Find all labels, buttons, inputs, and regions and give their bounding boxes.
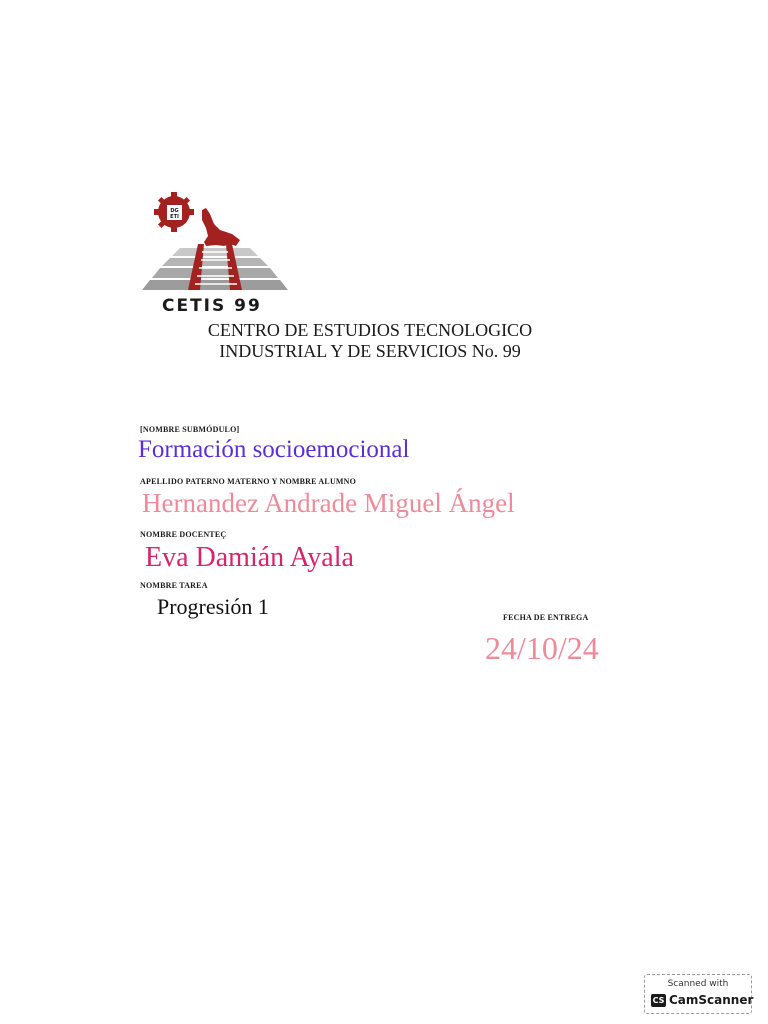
date-label: FECHA DE ENTREGA bbox=[503, 613, 589, 622]
student-label: APELLIDO PATERNO MATERNO Y NOMBRE ALUMNO bbox=[140, 477, 357, 486]
school-name bbox=[160, 320, 580, 362]
teacher-label: NOMBRE DOCENTEÇ bbox=[140, 530, 227, 539]
due-date: 24/10/24 bbox=[485, 630, 599, 666]
gear-icon bbox=[154, 192, 194, 232]
wolf-icon bbox=[202, 208, 240, 246]
svg-text:ETI: ETI bbox=[170, 214, 179, 220]
submodule-value: Formación socioemocional bbox=[138, 436, 410, 463]
watermark-caption: Scanned with bbox=[667, 979, 729, 989]
submodule-label: [NOMBRE SUBMÓDULO] bbox=[140, 425, 240, 434]
task-label: NOMBRE TAREA bbox=[140, 581, 208, 590]
task-name: Progresión 1 bbox=[157, 594, 269, 619]
watermark-brand: CamScanner bbox=[669, 993, 754, 1007]
logo-text: CETIS 99 bbox=[162, 296, 262, 316]
student-name: Hernandez Andrade Miguel Ángel bbox=[142, 488, 515, 518]
school-logo bbox=[140, 190, 290, 320]
school-name-line-1: CENTRO DE ESTUDIOS TECNOLOGICO bbox=[207, 320, 533, 340]
teacher-name: Eva Damián Ayala bbox=[145, 542, 354, 573]
school-name-line-2: INDUSTRIAL Y DE SERVICIOS No. 99 bbox=[219, 341, 521, 361]
logo-graphic bbox=[140, 190, 290, 300]
svg-text:DG: DG bbox=[170, 208, 179, 214]
camscanner-watermark bbox=[644, 974, 752, 1014]
camscanner-icon: CS bbox=[652, 996, 665, 1005]
